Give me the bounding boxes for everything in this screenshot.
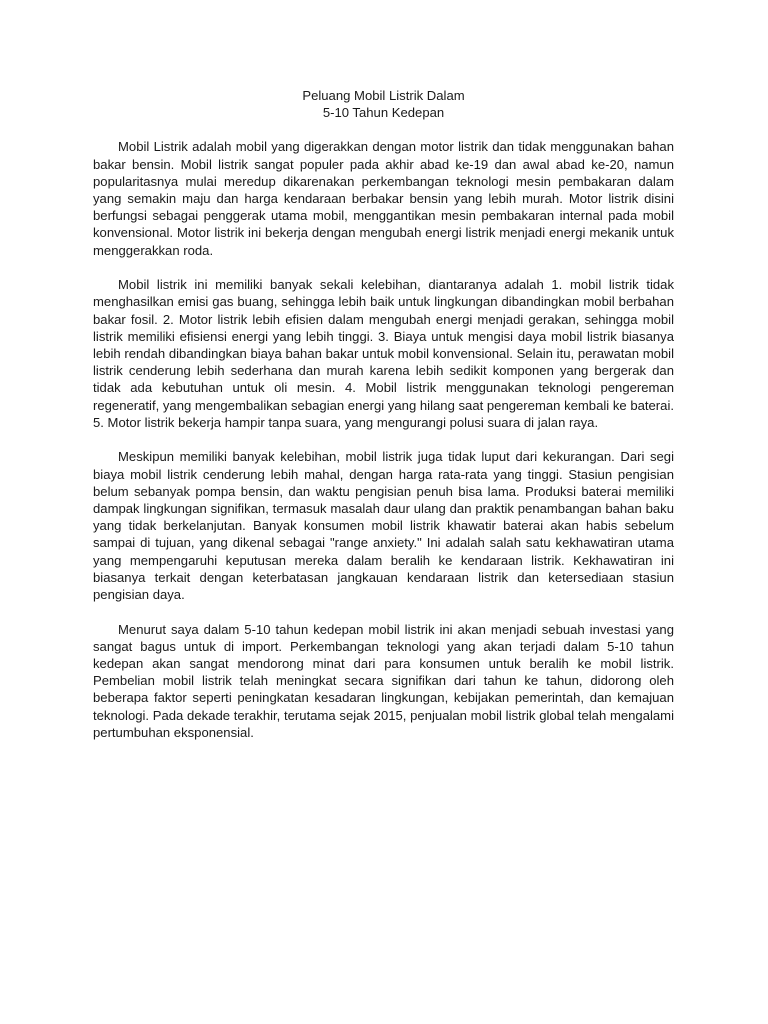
title-line-1: Peluang Mobil Listrik Dalam (302, 88, 465, 103)
paragraph-2: Mobil listrik ini memiliki banyak sekali kelebihan, diantaranya adalah 1. mobil listrik tidak menghasilkan emisi gas buang, sehingga lebih baik untuk lingkungan dibandingkan mobil berbahan bakar fosil. 2. Motor listrik lebih efisien dalam mengubah energi menjadi gerakan, sehingga mobil listrik memiliki efisiensi energi yang lebih tinggi. 3. Biaya untuk mengisi daya mobil listrik biasanya lebih rendah dibandingkan biaya bahan bakar untuk mobil konvensional. Selain itu, perawatan mobil listrik cenderung lebih sederhana dan murah karena lebih sedikit komponen yang bergerak dan tidak ada kebutuhan untuk oli mesin. 4. Mobil listrik menggunakan teknologi pengereman regeneratif, yang mengembalikan sebagian energi yang hilang saat pengereman kembali ke baterai. 5. Motor listrik bekerja hampir tanpa suara, yang mengurangi polusi suara di jalan raya. (93, 277, 674, 430)
document-title (93, 87, 674, 121)
document-body (93, 87, 674, 758)
title-line-2: 5-10 Tahun Kedepan (322, 105, 445, 121)
paragraph-3: Meskipun memiliki banyak kelebihan, mobil listrik juga tidak luput dari kekurangan. Dari segi biaya mobil listrik cenderung lebih mahal, dengan harga rata-rata yang tinggi. Stasiun pengisian belum sebanyak pompa bensin, dan waktu pengisian penuh bisa lama. Produksi baterai memiliki dampak lingkungan signifikan, termasuk masalah daur ulang dan praktik penambangan bahan baku yang tidak berkelanjutan. Banyak konsumen mobil listrik khawatir baterai akan habis sebelum sampai di tujuan, yang dikenal sebagai "range anxiety." Ini adalah salah satu kekhawatiran utama yang mempengaruhi keputusan mereka dalam beralih ke kendaraan listrik. Kekhawatiran ini biasanya terkait dengan keterbatasan jangkauan kendaraan listrik dan ketersediaan stasiun pengisian daya. (93, 449, 674, 603)
paragraph-4: Menurut saya dalam 5-10 tahun kedepan mobil listrik ini akan menjadi sebuah investasi yang sangat bagus untuk di import. Perkembangan teknologi yang akan terjadi dalam 5-10 tahun kedepan akan sangat mendorong minat dari para konsumen untuk beralih ke mobil listrik. Pembelian mobil listrik telah meningkat secara signifikan dari tahun ke tahun, didorong oleh beberapa faktor seperti peningkatan kesadaran lingkungan, kebijakan pemerintah, dan kemajuan teknologi. Pada dekade terakhir, terutama sejak 2015, penjualan mobil listrik global telah mengalami pertumbuhan eksponensial. (93, 621, 674, 740)
paragraph-1: Mobil Listrik adalah mobil yang digerakkan dengan motor listrik dan tidak menggunakan bahan bakar bensin. Mobil listrik sangat populer pada akhir abad ke-19 dan awal abad ke-20, namun popularitasnya mulai meredup dikarenakan perkembangan teknologi mesin pembakaran dalam yang semakin maju dan harga kendaraan berbakar bensin yang lebih murah. Motor listrik disini berfungsi sebagai penggerak utama mobil, menggantikan mesin pembakaran internal pada mobil konvensional. Motor listrik ini bekerja dengan mengubah energi listrik menjadi energi mekanik untuk menggerakkan roda. (93, 139, 674, 258)
